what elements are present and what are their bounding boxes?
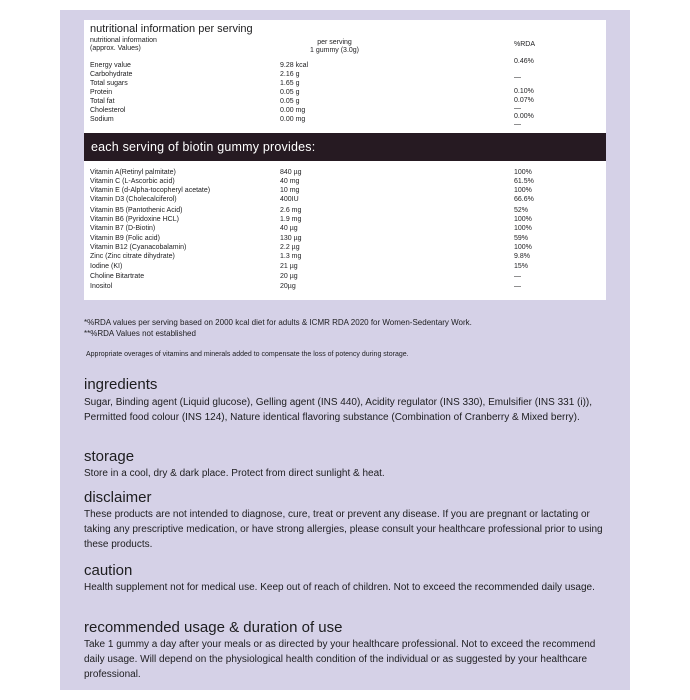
- storage-text: Store in a cool, dry & dark place. Protect from direct sunlight & heat.: [84, 468, 385, 479]
- nutrition-title: nutritional information per serving: [90, 23, 253, 35]
- usage-heading: recommended usage & duration of use: [84, 619, 343, 636]
- usage-text: Take 1 gummy a day after your meals or as directed by your healthcare professional. Not to exceed the recommend daily usage. Will depend on the physiological health condition of the individual or as suggested by your healthcare professional.: [84, 639, 596, 680]
- vitamin-row: Vitamin B9 (Folic acid) 130 µg 59%: [90, 235, 529, 242]
- vitamin-row: Iodine (KI) 21 µg 15%: [90, 263, 529, 270]
- nutrition-header-col2: per serving 1 gummy (3.0g): [310, 39, 360, 54]
- storage-heading: storage: [84, 448, 135, 465]
- overages-note: Appropriate overages of vitamins and minerals added to compensate the loss of potency during storage.: [86, 351, 409, 358]
- vitamin-banner: each serving of biotin gummy provides:: [84, 133, 606, 161]
- vitamin-row: Vitamin D3 (Cholecalciferol) 400IU 66.6%: [90, 196, 534, 203]
- rda-not-established-note: **%RDA Values not established: [84, 329, 196, 338]
- vitamin-row: Choline Bitartrate 20 µg —: [90, 273, 521, 280]
- rda-basis-note: *%RDA values per serving based on 2000 kcal diet for adults & ICMR RDA 2020 for Women-Sedentary Work.: [84, 318, 472, 327]
- vitamin-row: Vitamin B12 (Cyanacobalamin) 2.2 µg 100%: [90, 244, 532, 251]
- vitamin-row: Vitamin B6 (Pyridoxine HCL) 1.9 mg 100%: [90, 216, 532, 223]
- disclaimer-text: These products are not intended to diagnose, cure, treat or prevent any disease. If you are pregnant or lactating or taking any prescriptive medication, or have strong allergies, please consult your healthcare professional prior to using these products.: [84, 509, 603, 550]
- vitamin-row: Vitamin B5 (Pantothenic Acid) 2.6 mg 52%: [90, 207, 529, 214]
- vitamin-row: Vitamin B7 (D-Biotin) 40 µg 100%: [90, 225, 532, 232]
- vitamin-row: Inositol 20µg —: [90, 283, 521, 290]
- nutrition-row: Total sugars 1.65 g: [90, 80, 300, 87]
- disclaimer-heading: disclaimer: [84, 489, 152, 506]
- nutrition-row: Carbohydrate 2.16 g —: [90, 71, 521, 81]
- vitamin-row: Vitamin A(Retinyl palmitate) 840 µg 100%: [90, 169, 532, 176]
- vitamin-row: Zinc (Zinc citrate dihydrate) 1.3 mg 9.8%: [90, 253, 530, 260]
- caution-heading: caution: [84, 562, 133, 579]
- nutrition-row: Cholesterol 0.00 mg —: [90, 105, 521, 114]
- caution-text: Health supplement not for medical use. Keep out of reach of children. Not to exceed the recommended daily usage.: [84, 582, 595, 593]
- nutrition-row: Total fat 0.05 g 0.07%: [90, 97, 534, 105]
- nutrition-header-col3: %RDA: [514, 41, 536, 48]
- vitamin-row: Vitamin C (L-Ascorbic acid) 40 mg 61.5%: [90, 178, 534, 185]
- ingredients-text: Sugar, Binding agent (Liquid glucose), Gelling agent (INS 440), Acidity regulator (INS 330), Emulsifier (INS 331 (i)), Permitted food colour (INS 124), Nature identical flavoring substance (Combination of Cranberry & Mixed berry).: [84, 397, 593, 423]
- vitamin-row: Vitamin E (d-Alpha-tocopheryl acetate) 10 mg 100%: [90, 187, 532, 194]
- ingredients-heading: ingredients: [84, 376, 158, 393]
- nutrition-row: Energy value 9.28 kcal 0.46%: [90, 58, 534, 69]
- nutrition-row: Sodium 0.00 mg 0.00% —: [90, 113, 534, 128]
- nutrition-header-col1: nutritional information (approx. Values): [90, 37, 157, 52]
- nutrition-card: [84, 20, 606, 300]
- nutrition-row: Protein 0.05 g 0.10%: [90, 88, 534, 96]
